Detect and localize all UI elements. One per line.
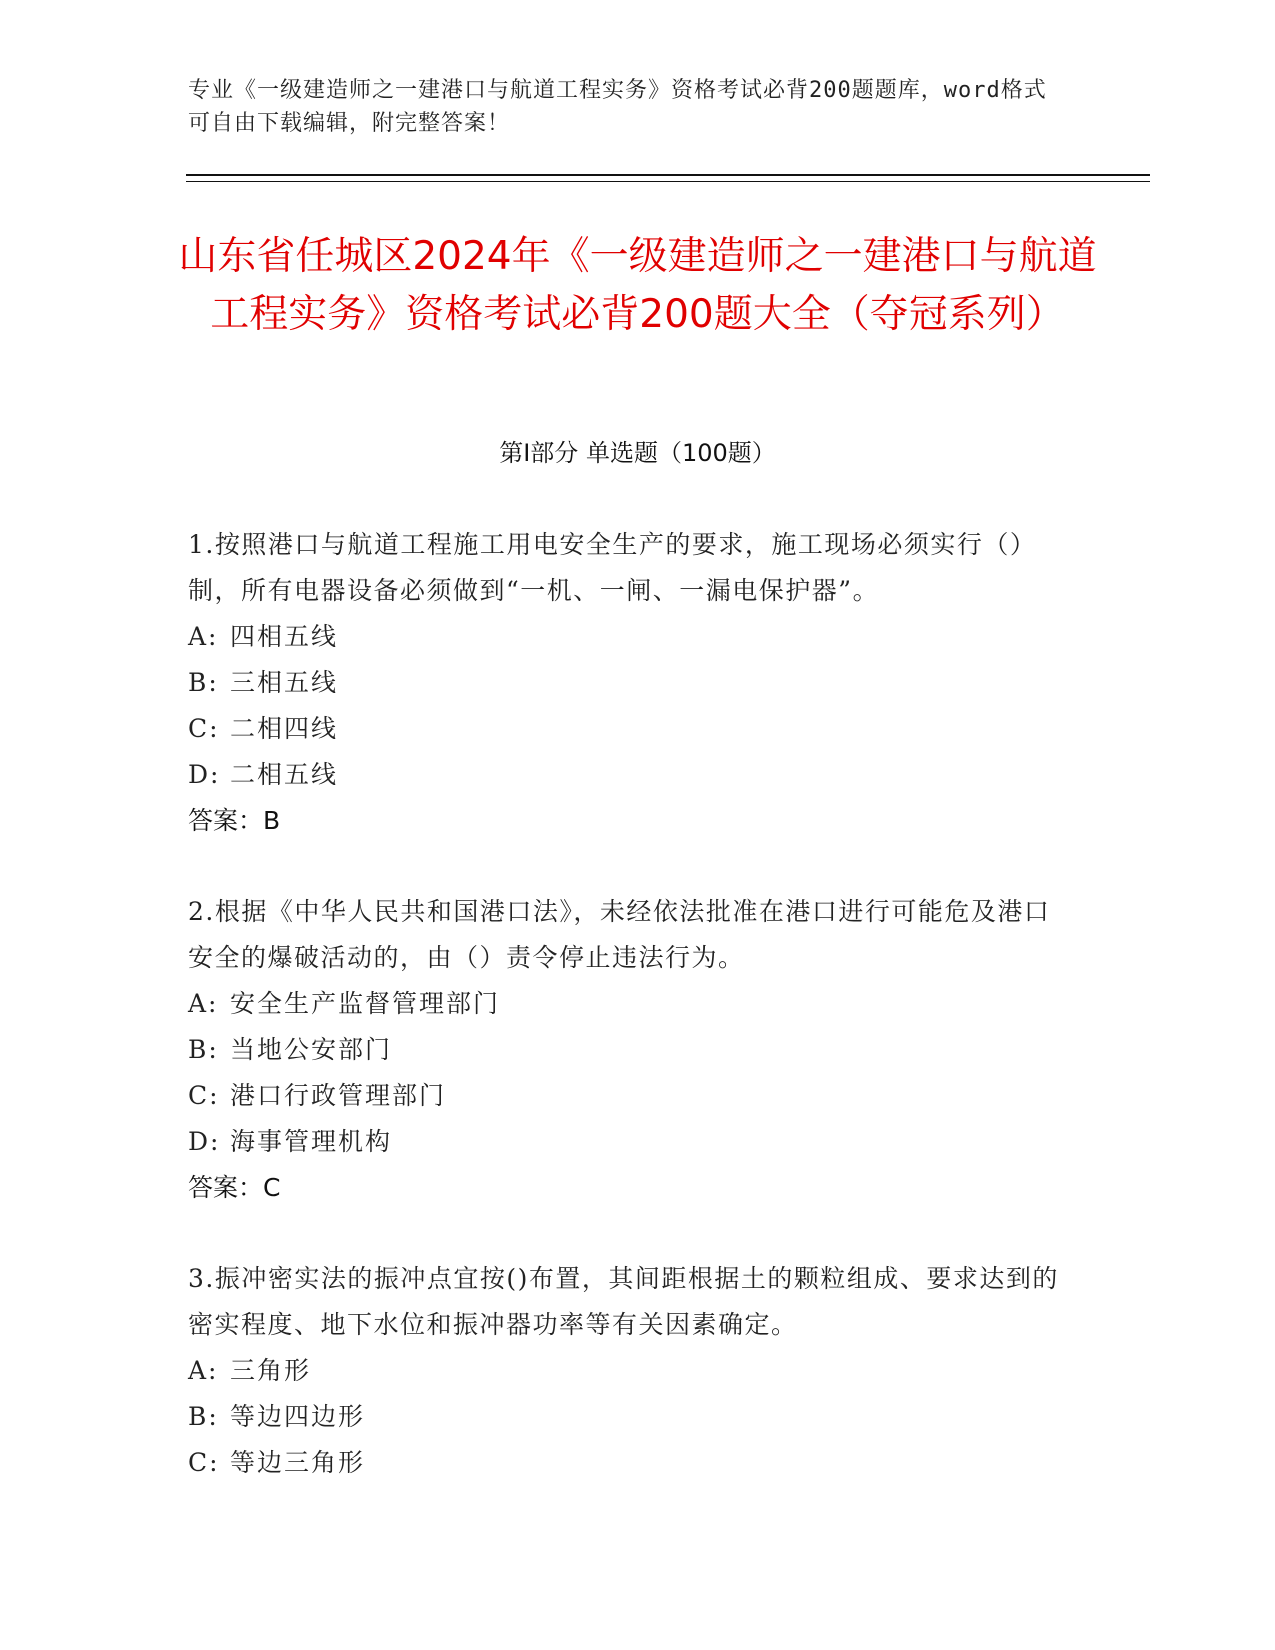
question-stem: 2.根据《中华人民共和国港口法》，未经依法批准在港口进行可能危及港口安全的爆破活动的，由（）责令停止违法行为。: [188, 897, 1051, 972]
option-letter: C:: [188, 1081, 220, 1110]
option-letter: D:: [188, 1127, 221, 1156]
option-b: [188, 660, 1068, 706]
header-note: 专业《一级建造师之一建港口与航道工程实务》资格考试必背200题题库，word格式可自由下载编辑，附完整答案！: [188, 78, 1047, 136]
option-text: 二相四线: [230, 714, 339, 743]
option-text: 二相五线: [230, 760, 339, 789]
option-text: 三角形: [230, 1356, 312, 1385]
option-text: 港口行政管理部门: [230, 1081, 447, 1110]
question-3: [188, 1256, 1068, 1486]
option-letter: B:: [188, 668, 219, 697]
option-letter: B:: [188, 1035, 219, 1064]
option-text: 四相五线: [230, 622, 339, 651]
question-1: [188, 522, 1068, 844]
option-letter: A:: [188, 1356, 219, 1385]
option-a: [188, 614, 1068, 660]
option-letter: C:: [188, 1448, 220, 1477]
answer-line: 答案：B: [188, 806, 281, 835]
section-title: 第Ⅰ部分 单选题（100题）: [499, 439, 776, 467]
question-stem: 3.振冲密实法的振冲点宜按()布置，其间距根据土的颗粒组成、要求达到的密实程度、地下水位和振冲器功率等有关因素确定。: [188, 1264, 1059, 1339]
option-text: 海事管理机构: [230, 1127, 393, 1156]
option-c: [188, 1440, 1068, 1486]
option-letter: C:: [188, 714, 220, 743]
option-letter: A:: [188, 622, 219, 651]
question-2: [188, 889, 1068, 1211]
option-letter: A:: [188, 989, 219, 1018]
option-c: [188, 706, 1068, 752]
option-d: [188, 1119, 1068, 1165]
option-text: 等边四边形: [230, 1402, 366, 1431]
answer-line: 答案：C: [188, 1173, 281, 1202]
question-stem: 1.按照港口与航道工程施工用电安全生产的要求，施工现场必须实行（）制，所有电器设备必须做到“一机、一闸、一漏电保护器”。: [188, 530, 1037, 605]
option-text: 等边三角形: [230, 1448, 366, 1477]
option-a: [188, 1348, 1068, 1394]
option-letter: B:: [188, 1402, 219, 1431]
option-a: [188, 981, 1068, 1027]
header-divider-thick: [186, 174, 1150, 176]
document-title: 山东省任城区2024年《一级建造师之一建港口与航道工程实务》资格考试必背200题大全（夺冠系列）: [178, 234, 1097, 337]
header-divider-thin: [186, 181, 1150, 182]
option-b: [188, 1394, 1068, 1440]
option-text: 当地公安部门: [230, 1035, 393, 1064]
option-b: [188, 1027, 1068, 1073]
question-list: [188, 522, 1068, 1531]
option-letter: D:: [188, 760, 221, 789]
option-d: [188, 752, 1068, 798]
option-c: [188, 1073, 1068, 1119]
option-text: 三相五线: [230, 668, 339, 697]
option-text: 安全生产监督管理部门: [230, 989, 501, 1018]
